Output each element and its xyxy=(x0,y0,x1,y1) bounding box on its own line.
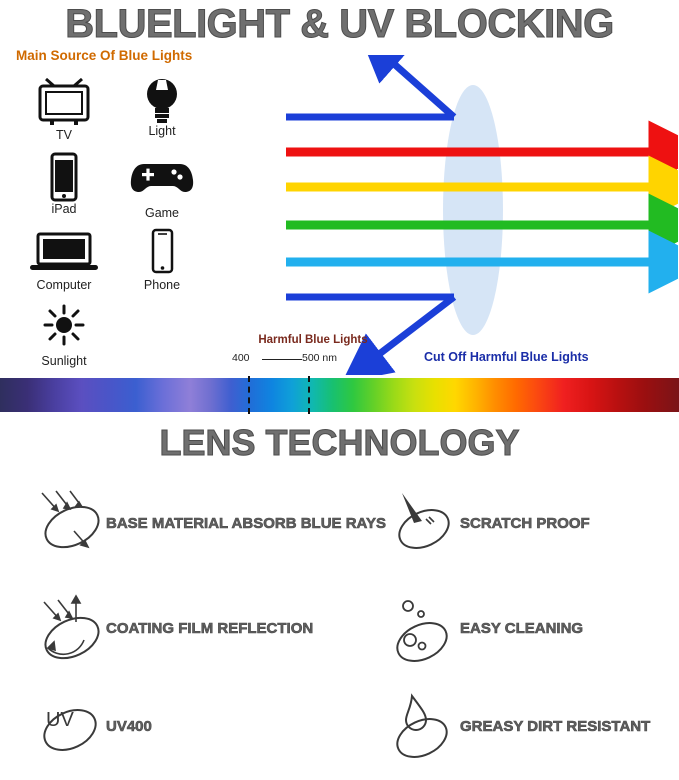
wavelength-500: 500 nm xyxy=(302,352,338,364)
computer-icon xyxy=(16,228,112,276)
spectrum-tick-400 xyxy=(248,376,250,414)
source-label-phone: Phone xyxy=(143,278,181,292)
source-item-ipad xyxy=(16,152,112,216)
lens-technology-title: LENS TECHNOLOGY xyxy=(159,422,520,463)
scratch-proof-icon xyxy=(388,487,458,567)
light-bulb-icon xyxy=(114,74,210,122)
feature-label: EASY CLEANING xyxy=(460,620,584,637)
source-label-tv: TV xyxy=(56,128,72,142)
feature-label: SCRATCH PROOF xyxy=(460,515,590,532)
source-label-sunlight: Sunlight xyxy=(41,354,87,368)
source-item-computer xyxy=(16,228,112,292)
visible-spectrum-bar xyxy=(0,378,679,412)
greasy-dirt-resistant-icon xyxy=(388,690,458,770)
lens-ray-diagram xyxy=(258,55,678,375)
harmful-blue-lights-label: Harmful Blue Lights xyxy=(258,334,368,346)
spectrum-tick-500 xyxy=(308,376,310,414)
blue-ray-top-reflected xyxy=(286,63,454,117)
tv-icon xyxy=(16,78,112,126)
sunlight-icon xyxy=(16,304,112,352)
source-label-ipad: iPad xyxy=(51,202,77,216)
easy-cleaning-icon xyxy=(388,592,458,672)
svg-text:UV: UV xyxy=(46,709,74,731)
source-label-light: Light xyxy=(148,124,176,138)
source-item-game xyxy=(114,156,210,220)
page-title: BLUELIGHT & UV BLOCKING xyxy=(65,2,614,46)
sources-label: Main Source Of Blue Lights xyxy=(16,48,193,63)
phone-icon xyxy=(114,228,210,276)
feature-label: GREASY DIRT RESISTANT xyxy=(460,718,651,735)
spectrum-gradient xyxy=(0,378,679,412)
feature-label: UV400 xyxy=(106,718,152,735)
wavelength-400: 400 xyxy=(232,352,250,364)
wavelength-connector xyxy=(262,359,302,360)
source-label-game: Game xyxy=(144,206,180,220)
game-controller-icon xyxy=(114,156,210,204)
source-item-phone xyxy=(114,228,210,292)
blue-ray-bottom-reflected xyxy=(286,297,454,355)
source-item-tv xyxy=(16,78,112,142)
source-item-sunlight xyxy=(16,304,112,368)
source-label-computer: Computer xyxy=(36,278,92,292)
coating-film-reflection-icon xyxy=(34,592,104,672)
cutoff-label: Cut Off Harmful Blue Lights xyxy=(424,350,589,364)
ipad-icon xyxy=(16,152,112,200)
uv400-icon xyxy=(34,690,104,770)
source-item-light xyxy=(114,74,210,138)
feature-label: COATING FILM REFLECTION xyxy=(106,620,314,637)
absorb-blue-rays-icon xyxy=(34,487,104,567)
feature-label: BASE MATERIAL ABSORB BLUE RAYS xyxy=(106,515,387,532)
